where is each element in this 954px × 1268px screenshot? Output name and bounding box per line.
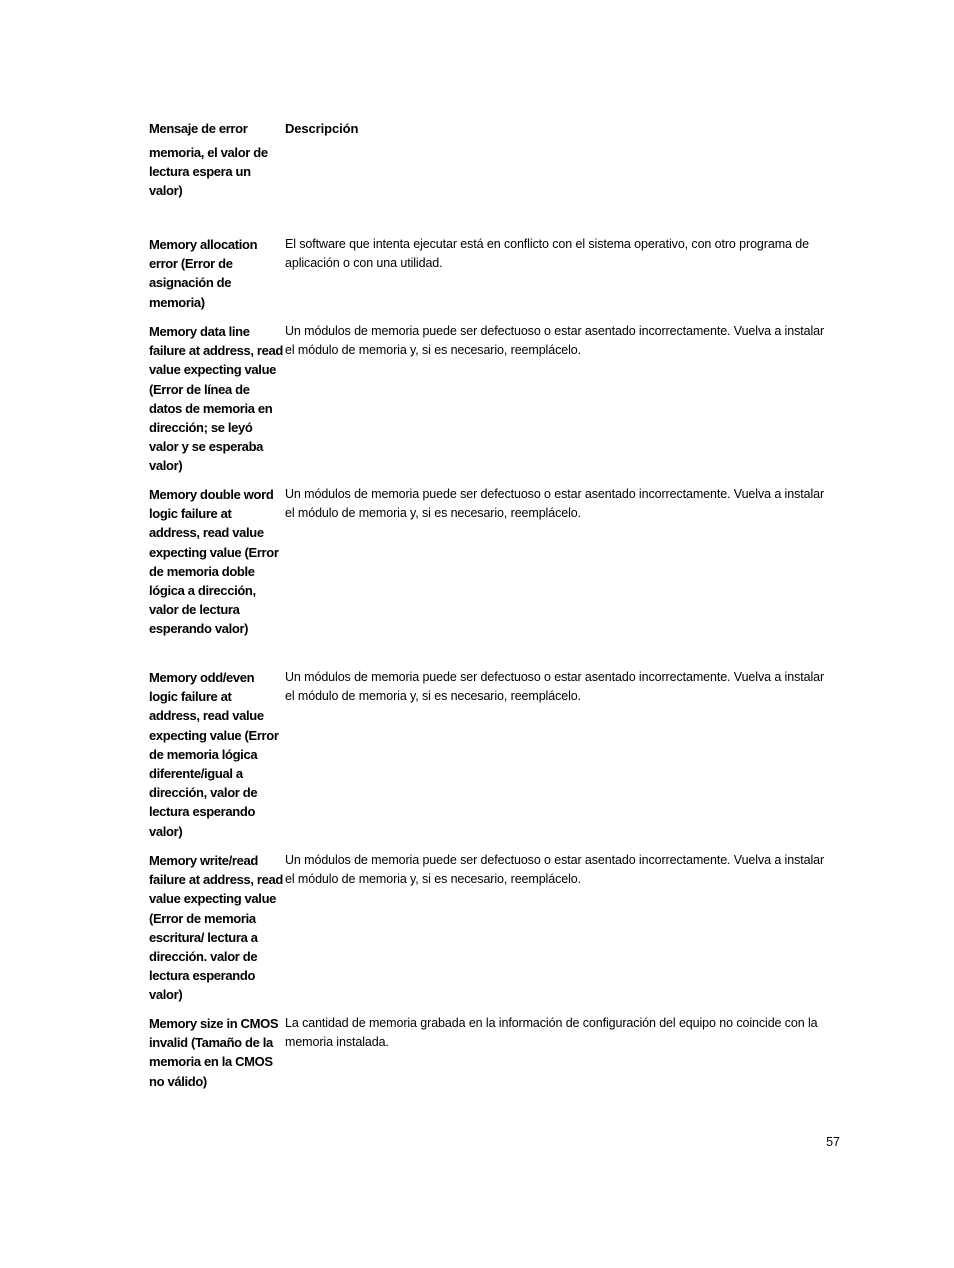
table-row: [149, 1014, 839, 1114]
error-message-cell: Memory allocation error (Error de asignación de memoria): [149, 237, 258, 310]
error-message-cell: Memory size in CMOS invalid (Tamaño de la memoria en la CMOS no válido): [149, 1016, 279, 1089]
header-description: Descripción: [285, 121, 359, 136]
description-cell: El software que intenta ejecutar está en conflicto con el sistema operativo, con otro programa de aplicación o con una utilidad.: [285, 237, 809, 271]
description-cell: Un módulos de memoria puede ser defectuoso o estar asentado incorrectamente. Vuelva a instalar el módulo de memoria y, si es necesario, reemplácelo.: [285, 853, 825, 887]
page-number: 57: [826, 1135, 840, 1149]
description-cell: Un módulos de memoria puede ser defectuoso o estar asentado incorrectamente. Vuelva a instalar el módulo de memoria y, si es necesario, reemplácelo.: [285, 324, 825, 358]
table-header-row: [149, 119, 839, 143]
table-row: [149, 668, 839, 851]
table-row: [149, 322, 839, 485]
description-cell: La cantidad de memoria grabada en la información de configuración del equipo no coincide con la memoria instalada.: [285, 1016, 818, 1050]
table-row: [149, 143, 839, 235]
header-error-message: Mensaje de error: [149, 121, 248, 136]
error-message-cell: memoria, el valor de lectura espera un valor): [149, 145, 268, 199]
description-cell: Un módulos de memoria puede ser defectuoso o estar asentado incorrectamente. Vuelva a instalar el módulo de memoria y, si es necesario, reemplácelo.: [285, 670, 825, 704]
error-message-cell: Memory write/read failure at address, read value expecting value (Error de memoria escritura/ lectura a dirección. valor de lectura esperando valor): [149, 853, 283, 1003]
error-message-cell: Memory data line failure at address, read value expecting value (Error de línea de datos de memoria en dirección; se leyó valor y se esperaba valor): [149, 324, 283, 474]
table-row: [149, 485, 839, 668]
description-cell: Un módulos de memoria puede ser defectuoso o estar asentado incorrectamente. Vuelva a instalar el módulo de memoria y, si es necesario, reemplácelo.: [285, 487, 825, 521]
table-row: [149, 851, 839, 1014]
error-message-cell: Memory odd/even logic failure at address, read value expecting value (Error de memoria lógica diferente/igual a dirección, valor de lectura esperando valor): [149, 670, 279, 839]
error-message-cell: Memory double word logic failure at address, read value expecting value (Error de memoria doble lógica a dirección, valor de lectura esperando valor): [149, 487, 279, 637]
table-row: [149, 235, 839, 322]
error-message-table: [149, 119, 839, 1114]
